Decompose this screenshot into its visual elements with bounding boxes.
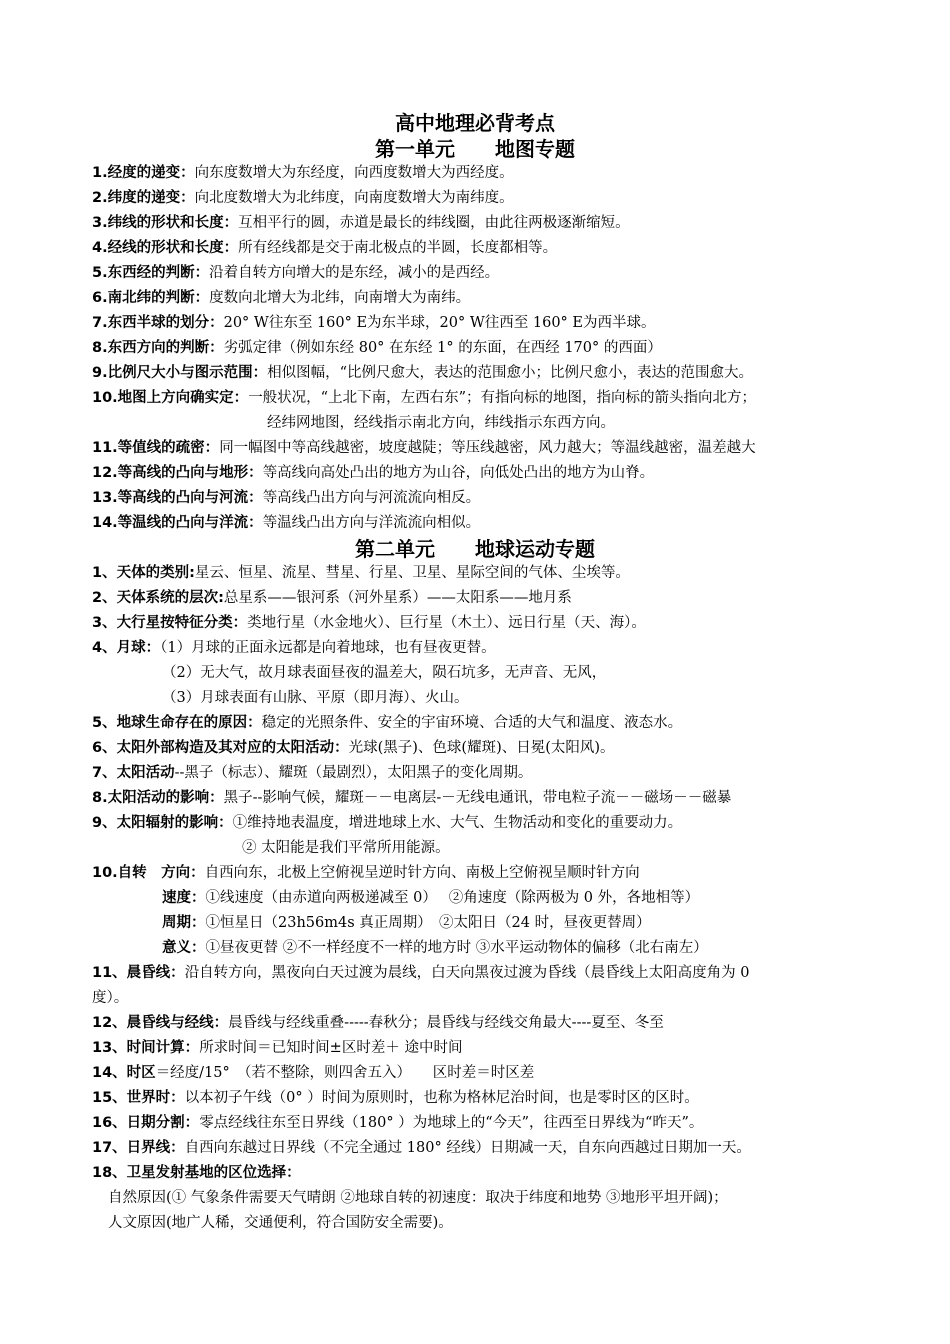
unit1-item: 3.纬线的形状和长度：互相平行的圆，赤道是最长的纬线圈，由此往两极逐渐缩短。 — [92, 215, 630, 231]
unit2-heading: 第二单元 地球运动专题 — [355, 537, 595, 561]
unit2-item: 2、天体系统的层次:总星系——银河系（河外星系）——太阳系——地月系 — [92, 590, 572, 606]
unit1-item: 12.等高线的凸向与地形：等高线向高处凸出的地方为山谷，向低处凸出的地方为山脊。 — [92, 465, 655, 481]
unit2-subitem: 速度：①线速度（由赤道向两极递减至 0） ②角速度（除两极为 0 外，各地相等） — [162, 890, 700, 906]
unit1-heading: 第一单元 地图专题 — [375, 137, 575, 161]
unit2-item-continuation: ② 太阳能是我们平常所用能源。 — [242, 840, 450, 856]
unit2-item-continuation: 度）。 — [92, 990, 129, 1006]
unit2-item: 16、日期分割：零点经线往东至日界线（180° ）为地球上的“今天”，往西至日界线为“昨天”。 — [92, 1115, 704, 1131]
unit1-item: 1.经度的递变：向东度数增大为东经度，向西度数增大为西经度。 — [92, 165, 514, 181]
unit1-item: 11.等值线的疏密：同一幅图中等高线越密，坡度越陡；等压线越密，风力越大；等温线越密，温差越大 — [92, 440, 756, 456]
unit2-item: 12、晨昏线与经线：晨昏线与经线重叠-----春秋分；晨昏线与经线交角最大----夏至、冬至 — [92, 1015, 664, 1031]
unit2-item-continuation: （2）无大气，故月球表面昼夜的温差大，陨石坑多，无声音、无风， — [162, 665, 607, 681]
unit1-item: 6.南北纬的判断：度数向北增大为北纬，向南增大为南纬。 — [92, 290, 471, 306]
unit2-item: 1、天体的类别:星云、恒星、流星、彗星、行星、卫星、星际空间的气体、尘埃等。 — [92, 565, 630, 581]
unit2-item: 14、时区＝经度/15° （若不整除，则四舍五入） 区时差＝时区差 — [92, 1065, 535, 1081]
unit2-item: 8.太阳活动的影响：黑子--影响气候，耀斑－－电离层-－无线电通讯，带电粒子流－－磁场－－磁暴 — [92, 790, 732, 806]
unit2-item: 6、太阳外部构造及其对应的太阳活动：光球(黑子)、色球(耀斑)、日冕(太阳风)。 — [92, 740, 615, 756]
unit2-item: 3、大行星按特征分类：类地行星（水金地火）、巨行星（木土）、远日行星（天、海）。 — [92, 615, 646, 631]
unit2-subitem: 意义：①昼夜更替 ②不一样经度不一样的地方时 ③水平运动物体的偏移（北右南左） — [162, 940, 708, 956]
unit2-item: 17、日界线：自西向东越过日界线（不完全通过 180° 经线）日期减一天，自东向西越过日期加一天。 — [92, 1140, 751, 1156]
unit2-item-continuation: （3）月球表面有山脉、平原（即月海）、火山。 — [162, 690, 469, 706]
unit1-item: 13.等高线的凸向与河流：等高线凸出方向与河流流向相反。 — [92, 490, 481, 506]
unit2-item: 11、晨昏线：沿自转方向，黑夜向白天过渡为晨线，白天向黑夜过渡为昏线（晨昏线上太阳高度角为 0 — [92, 965, 750, 981]
unit2-item: 15、世界时：以本初子午线（0° ）时间为原则时，也称为格林尼治时间，也是零时区的区时。 — [92, 1090, 699, 1106]
unit1-item: 5.东西经的判断：沿着自转方向增大的是东经，减小的是西经。 — [92, 265, 500, 281]
unit2-item: 7、太阳活动--黑子（标志）、耀斑（最剧烈），太阳黑子的变化周期。 — [92, 765, 533, 781]
unit2-item: 5、地球生命存在的原因：稳定的光照条件、安全的宇宙环境、合适的大气和温度、液态水。 — [92, 715, 683, 731]
unit2-item: 10.自转 方向：自西向东，北极上空俯视呈逆时针方向、南极上空俯视呈顺时针方向 — [92, 865, 640, 881]
page-title: 高中地理必背考点 — [395, 111, 555, 135]
unit1-item: 4.经线的形状和长度：所有经线都是交于南北极点的半圆，长度都相等。 — [92, 240, 558, 256]
unit1-item: 10.地图上方向确实定：一般状况，“上北下南，左西右东”；有指向标的地图，指向标的箭头指向北方； — [92, 390, 757, 406]
unit1-item: 14.等温线的凸向与洋流：等温线凸出方向与洋流流向相似。 — [92, 515, 481, 531]
unit2-item: 13、时间计算：所求时间＝已知时间±区时差＋ 途中时间 — [92, 1040, 463, 1056]
unit2-item: 18、卫星发射基地的区位选择： — [92, 1165, 301, 1181]
unit2-item: 4、月球：（1）月球的正面永远都是向着地球，也有昼夜更替。 — [92, 640, 496, 656]
unit2-subitem: 周期：①恒星日（23h56m4s 真正周期） ②太阳日（24 时，昼夜更替周） — [162, 915, 651, 931]
unit1-item: 7.东西半球的划分：20° W往东至 160° E为东半球，20° W往西至 160° E为西半球。 — [92, 315, 656, 331]
unit2-item: 9、太阳辐射的影响：①维持地表温度，增进地球上水、大气、生物活动和变化的重要动力。 — [92, 815, 683, 831]
unit1-item: 2.纬度的递变：向北度数增大为北纬度，向南度数增大为南纬度。 — [92, 190, 514, 206]
unit2-item-continuation: 自然原因(① 气象条件需要天气晴朗 ②地球自转的初速度：取决于纬度和地势 ③地形平坦开阔)； — [108, 1190, 728, 1206]
unit2-item-continuation: 人文原因(地广人稀，交通便利，符合国防安全需要)。 — [108, 1215, 453, 1231]
unit1-item: 8.东西方向的判断：劣弧定律（例如东经 80° 在东经 1° 的东面，在西经 170° 的西面） — [92, 340, 662, 356]
unit1-item: 9.比例尺大小与图示范围：相似图幅，“比例尺愈大，表达的范围愈小；比例尺愈小，表达的范围愈大。 — [92, 365, 754, 381]
unit1-item-continuation: 经纬网地图，经线指示南北方向，纬线指示东西方向。 — [267, 415, 615, 431]
